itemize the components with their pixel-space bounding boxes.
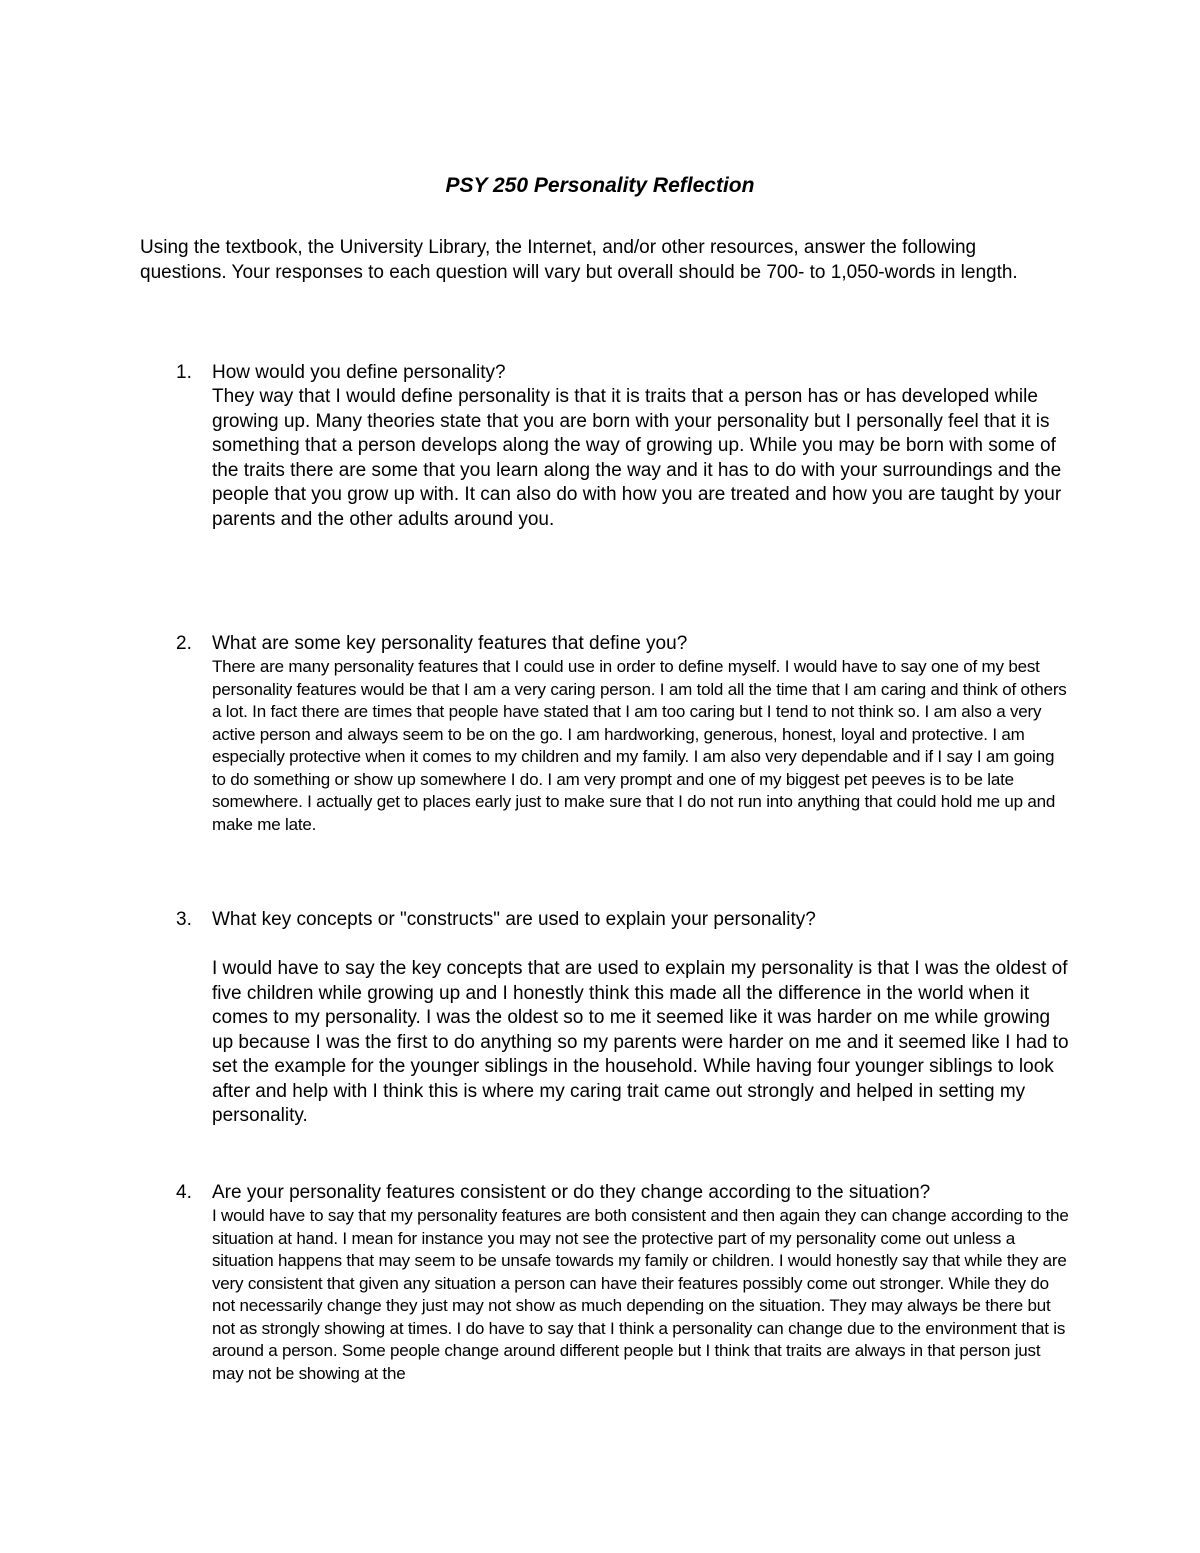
answer-text: There are many personality features that I could use in order to define myself. I would have to say one of my best personality features would be that I am a very caring person. I am told all the time that I am caring and think of others a lot. In fact there are times that people have stated that I am too caring but I tend to not think so. I am also a very active person and always seem to be on the go. I am hardworking, generous, honest, loyal and protective. I am especially protective when it comes to my children and my family. I am also very dependable and if I say I am going to do something or show up somewhere I do. I am very prompt and one of my biggest pet peeves is to be late somewhere. I actually get to places early just to make sure that I do not run into anything that could hold me up and make me late.: [212, 657, 1067, 834]
intro-paragraph: Using the textbook, the University Library, the Internet, and/or other resources, answer the following questions. Your responses to each question will vary but overall should be 700- to 1,050-words in length.: [140, 237, 1018, 283]
document-title: PSY 250 Personality Reflection: [445, 174, 755, 197]
question-text: What are some key personality features that define you?: [212, 633, 688, 654]
answer-text: I would have to say that my personality features are both consistent and then again they can change according to the situation at hand. I mean for instance you may not see the protective part of my personality come out unless a situation happens that may seem to be unsafe towards my family or children. I would honestly say that while they are very consistent that given any situation a person can have their features possibly come out stronger. While they do not necessarily change they just may not show as much depending on the situation. They may always be there but not as strongly showing at times. I do have to say that I think a personality can change due to the environment that is around a person. Some people change around different people but I think that traits are always in that person just may not be showing at the: [212, 1206, 1069, 1383]
question-number: 2.: [176, 633, 192, 654]
question-item: [140, 360, 1080, 532]
question-text: What key concepts or "constructs" are used to explain your personality?: [212, 909, 816, 930]
question-number: 1.: [176, 362, 192, 383]
question-number: 4.: [176, 1182, 192, 1203]
question-text: Are your personality features consistent or do they change according to the situation?: [212, 1182, 931, 1203]
answer-text: I would have to say the key concepts that are used to explain my personality is that I was the oldest of five children while growing up and I honestly think this made all the difference in the world when it comes to my personality. I was the oldest so to me it seemed like it was harder on me while growing up because I was the first to do anything so my parents were harder on me and it seemed like I had to set the example for the younger siblings in the household. While having four younger siblings to look after and help with I think this is where my caring trait came out strongly and helped in setting my personality.: [212, 958, 1069, 1126]
question-number: 3.: [176, 909, 192, 930]
answer-text: They way that I would define personality is that it is traits that a person has or has developed while growing up. Many theories state that you are born with your personality but I personally feel that it is something that a person develops along the way of growing up. While you may be born with some of the traits there are some that you learn along the way and it has to do with your surroundings and the people that you grow up with. It can also do with how you are treated and how you are taught by your parents and the other adults around you.: [212, 386, 1062, 530]
question-text: How would you define personality?: [212, 362, 506, 383]
question-item: [140, 1180, 1080, 1385]
spacer: [212, 932, 1072, 957]
question-item: [140, 631, 1080, 836]
question-item: [140, 907, 1080, 1129]
